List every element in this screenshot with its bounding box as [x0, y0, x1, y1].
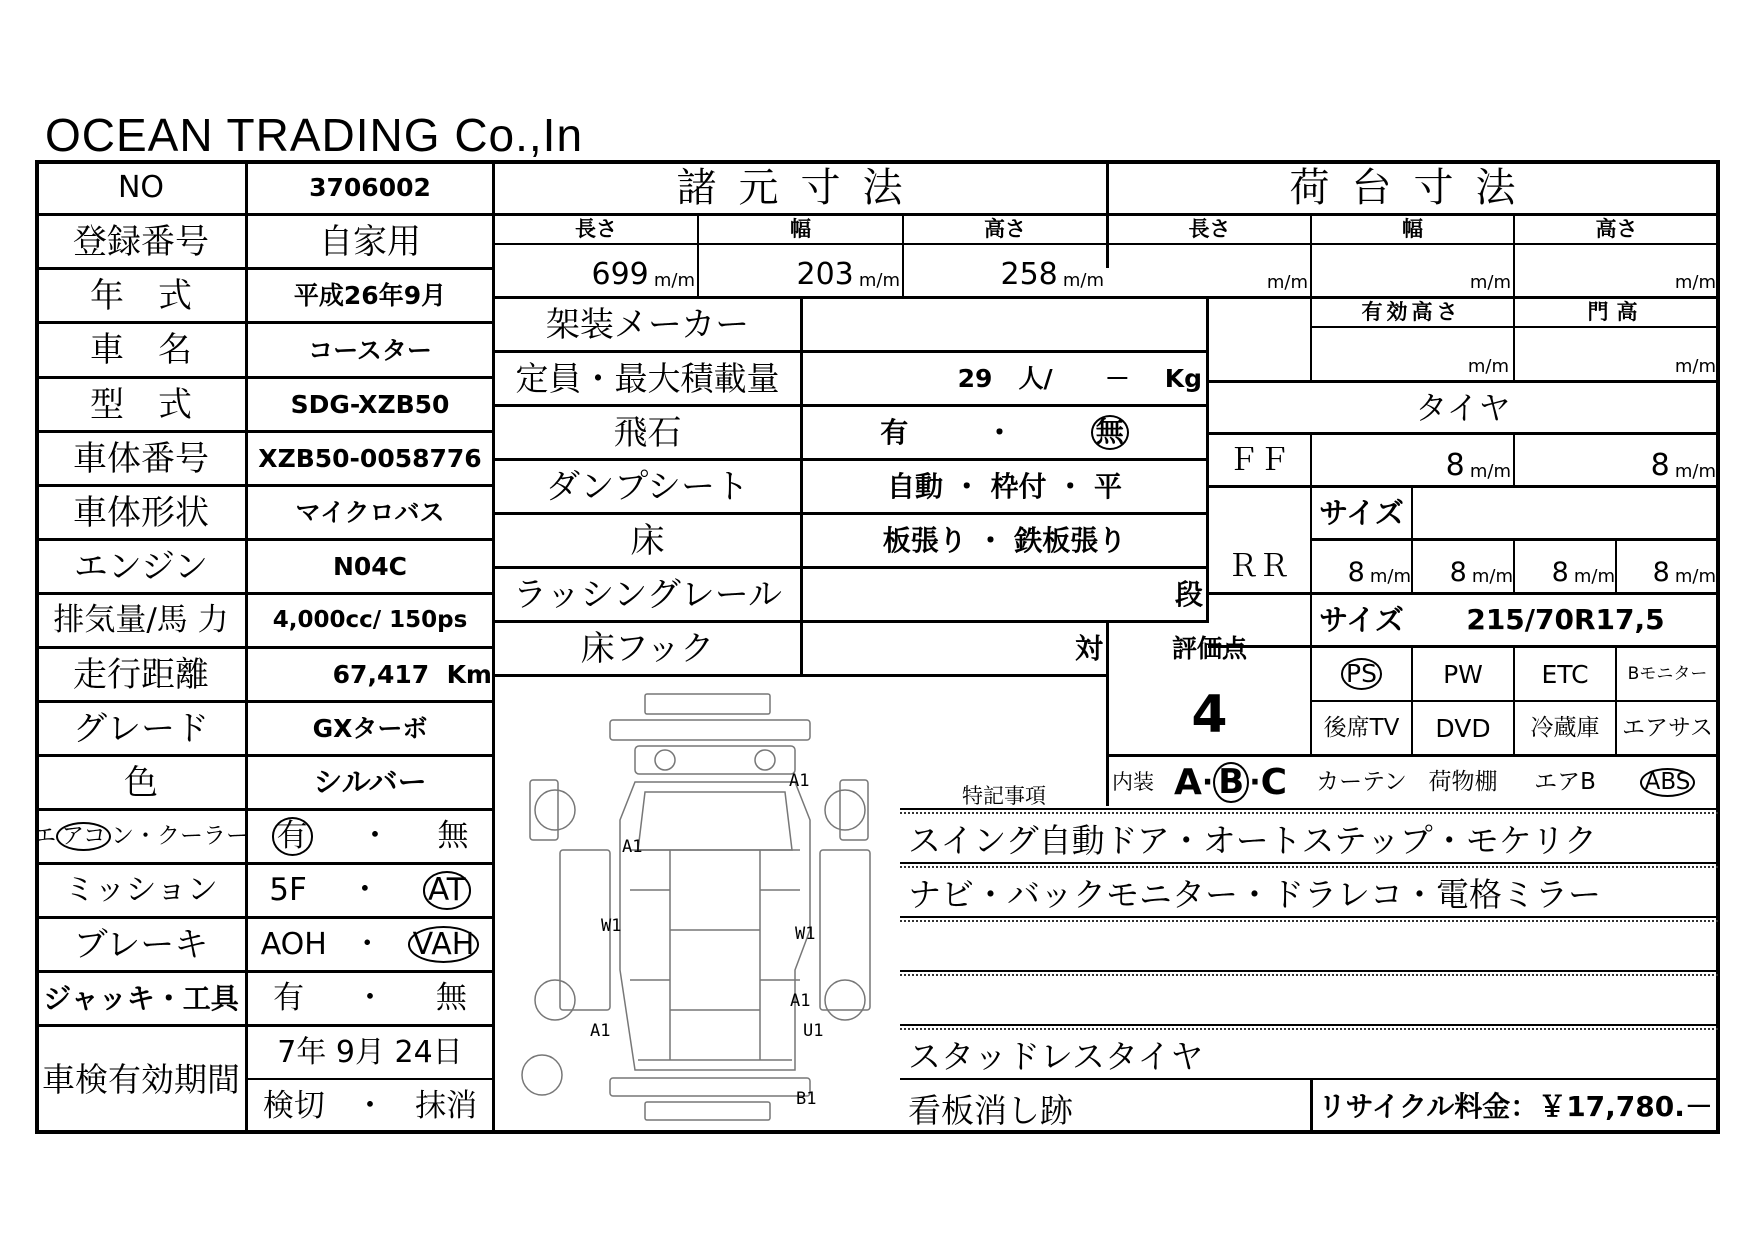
year-value: 平成26年9月	[293, 281, 447, 310]
grade-score-label: 評価点	[1171, 633, 1247, 663]
stone-label: 飛石	[613, 412, 682, 453]
ac-value	[248, 811, 492, 862]
chassis-label: 車体番号	[73, 438, 209, 479]
cargo-hei-unit: m/m	[1674, 272, 1716, 293]
mission-5f: 5F	[269, 872, 307, 908]
interior-label: 内装	[1112, 770, 1154, 794]
no-label: NO	[117, 169, 165, 205]
mission-sep: ・	[349, 872, 381, 908]
rr-d-value: 8	[1652, 557, 1670, 588]
dims-hei-label: 高さ	[984, 217, 1026, 241]
interior-a: A	[1174, 761, 1202, 803]
dims-len-value: 699	[591, 257, 649, 292]
model-value: SDG-XZB50	[290, 390, 450, 419]
name-value: コースター	[308, 335, 432, 365]
rr-label: ＲＲ	[1228, 548, 1290, 584]
disp-value: 4,000cc/ 150ps	[272, 607, 468, 633]
rr-b-value: 8	[1449, 557, 1467, 588]
rr-a-value: 8	[1347, 557, 1365, 588]
reg-value: 自家用	[319, 221, 421, 262]
dump-value: 自動 ・ 枠付 ・ 平	[887, 469, 1122, 503]
stone-yes: 有	[880, 415, 909, 449]
option-rear-tv: 後席TV	[1323, 714, 1400, 741]
option-pw: PW	[1443, 659, 1483, 689]
inspect-expired: 検切	[262, 1087, 325, 1124]
option-abs	[1617, 757, 1718, 808]
option-curtain: カーテン	[1316, 769, 1407, 795]
mileage-value: 67,417	[332, 660, 430, 689]
stone-sep: ・	[985, 415, 1014, 449]
mileage-label: 走行距離	[73, 654, 209, 695]
dims-wid-label: 幅	[790, 217, 811, 241]
rr-c-unit: m/m	[1573, 566, 1615, 587]
rr-c-value: 8	[1551, 557, 1569, 588]
dims-wid-unit: m/m	[858, 270, 900, 291]
dims-hei-value: 258	[1000, 257, 1058, 292]
cargo-eff-label: 有効高さ	[1361, 299, 1462, 324]
dims-wid-value: 203	[796, 257, 854, 292]
mark-w1-left: W1	[601, 916, 622, 936]
stone-value	[803, 407, 1206, 458]
mark-u1: U1	[803, 1021, 824, 1041]
capacity-label: 定員・最大積載量	[515, 359, 780, 398]
jack-sep: ・	[354, 980, 386, 1016]
hook-label: 床フック	[580, 628, 715, 669]
cargo-gate-unit: m/m	[1674, 356, 1716, 377]
brake-label: ブレーキ	[73, 924, 209, 965]
cargo-len-unit: m/m	[1266, 272, 1308, 293]
option-fridge: 冷蔵庫	[1530, 714, 1600, 741]
option-ps	[1312, 648, 1411, 700]
model-label: 型 式	[90, 384, 192, 425]
reg-label: 登録番号	[73, 221, 209, 262]
ac-yes-circled: 有	[272, 817, 313, 855]
grade-value: GXターボ	[312, 714, 428, 743]
note-line-5: スタッドレスタイヤ	[908, 1037, 1204, 1076]
year-label: 年 式	[90, 275, 192, 316]
engine-value: N04C	[332, 552, 408, 581]
dims-len	[495, 245, 695, 296]
dims-hei	[904, 245, 1104, 296]
jack-no: 無	[435, 980, 467, 1016]
option-airbag: エアB	[1534, 769, 1596, 795]
ff-label: ＦＦ	[1228, 441, 1290, 478]
cargo-wid-unit: m/m	[1469, 272, 1511, 293]
brake-aoh: AOH	[260, 926, 327, 962]
interior-c: C	[1260, 761, 1288, 803]
ac-label-a: エ	[33, 823, 57, 849]
rr-size-value: 215/70R17,5	[1466, 603, 1665, 636]
mark-a1-right-rear: A1	[790, 991, 811, 1011]
dims-title: 諸元寸法	[676, 164, 925, 211]
body-label: 車体形状	[73, 492, 209, 533]
floor-value: 板張り ・ 鉄板張り	[882, 523, 1127, 557]
option-luggage-rack: 荷物棚	[1428, 769, 1498, 795]
inspect-options	[248, 1080, 492, 1132]
jack-yes: 有	[273, 980, 305, 1016]
ff-a-value: 8	[1445, 448, 1465, 483]
capacity-persons: 29	[957, 364, 993, 393]
note-line-2: ナビ・バックモニター・ドラレコ・電格ミラー	[908, 875, 1601, 914]
capacity-load: －	[1104, 364, 1130, 393]
option-dvd: DVD	[1435, 713, 1491, 743]
note-line-1: スイング自動ドア・オートステップ・モケリク	[908, 821, 1598, 860]
company-name: OCEAN TRADING Co.,In	[45, 109, 584, 161]
no-value: 3706002	[309, 173, 431, 202]
cargo-title: 荷台寸法	[1289, 164, 1538, 211]
mission-at-circled: AT	[423, 871, 471, 909]
cargo-wid-label: 幅	[1402, 217, 1423, 241]
mark-a1-left-rear: A1	[590, 1021, 611, 1041]
stone-no-circled: 無	[1091, 415, 1129, 450]
rr-b	[1413, 541, 1513, 592]
rr-d	[1617, 541, 1716, 592]
inspect-value: 7年 9月 24日	[277, 1034, 463, 1070]
notes-title: 特記事項	[962, 784, 1046, 808]
ac-label-circle: アコ	[56, 822, 111, 851]
body-value: マイクロバス	[295, 498, 445, 527]
mileage-unit: Km	[446, 660, 492, 689]
ff-b-value: 8	[1650, 448, 1670, 483]
vehicle-damage-diagram	[510, 680, 890, 1132]
jack-label: ジャッキ・工具	[43, 981, 239, 1015]
rail-unit: 段	[1174, 577, 1203, 611]
brake-sep: ・	[352, 926, 383, 962]
mark-a1-front: A1	[789, 771, 810, 791]
recycle-fee: リサイクル料金：￥17,780.－	[1318, 1089, 1713, 1123]
ff-a-unit: m/m	[1469, 461, 1511, 482]
capacity-value	[803, 353, 1206, 404]
maker-value	[803, 299, 1206, 350]
ff-a	[1312, 435, 1511, 485]
chassis-value: XZB50-0058776	[258, 444, 482, 473]
color-label: 色	[124, 762, 158, 803]
capacity-person-unit: 人/	[1018, 364, 1053, 393]
rr-d-unit: m/m	[1674, 566, 1716, 587]
dims-len-unit: m/m	[653, 270, 695, 291]
mileage-cell	[248, 649, 492, 700]
inspect-sep: ・	[354, 1087, 386, 1124]
mission-value	[248, 865, 492, 916]
rail-label: ラッシングレール	[512, 574, 783, 615]
tire-title: タイヤ	[1415, 388, 1511, 427]
ac-label-b: ン・クーラー	[110, 823, 249, 849]
ac-no: 無	[437, 818, 469, 854]
name-label: 車 名	[90, 330, 192, 370]
engine-label: エンジン	[73, 546, 209, 587]
mark-a1-hood: A1	[622, 837, 643, 857]
hook-unit: 対	[1074, 631, 1103, 665]
mark-b1: B1	[796, 1089, 817, 1109]
option-abs-circled: ABS	[1640, 768, 1696, 797]
cargo-len-label: 長さ	[1188, 217, 1231, 241]
inspect-deregistered: 抹消	[415, 1087, 478, 1124]
brake-vah-circled: VAH	[408, 926, 480, 963]
disp-label: 排気量/馬 力	[53, 602, 229, 638]
cargo-hei-label: 高さ	[1595, 217, 1638, 241]
color-value: シルバー	[313, 765, 427, 799]
interior-b-circled: B	[1213, 762, 1249, 803]
floor-label: 床	[630, 520, 665, 561]
ff-size-label: サイズ	[1319, 495, 1404, 530]
option-ps-circled: PS	[1341, 658, 1382, 690]
cargo-gate-label: 門高	[1587, 299, 1646, 324]
ff-b	[1515, 435, 1716, 485]
option-bmonitor: Bモニター	[1627, 663, 1708, 684]
note-line-6: 看板消し跡	[908, 1091, 1073, 1130]
ac-sep: ・	[359, 818, 391, 854]
mark-w1-right: W1	[795, 924, 816, 944]
dump-label: ダンプシート	[546, 466, 749, 507]
grade-label: グレード	[73, 708, 209, 749]
dims-hei-unit: m/m	[1062, 270, 1104, 291]
rr-b-unit: m/m	[1471, 566, 1513, 587]
interior-grade: 内装 A · B · C	[1112, 761, 1288, 803]
maker-label: 架装メーカー	[545, 304, 750, 345]
dims-wid	[699, 245, 900, 296]
rr-a	[1312, 541, 1411, 592]
brake-value	[248, 919, 492, 970]
ff-b-unit: m/m	[1674, 461, 1716, 482]
grade-score: 4	[1191, 685, 1228, 745]
jack-value	[248, 973, 492, 1024]
capacity-kg-unit: Kg	[1164, 364, 1202, 393]
cargo-eff-unit: m/m	[1467, 356, 1509, 377]
mission-label: ミッション	[64, 872, 218, 908]
ac-label	[33, 811, 249, 862]
option-etc: ETC	[1541, 659, 1589, 689]
rr-a-unit: m/m	[1369, 566, 1411, 587]
rr-c	[1515, 541, 1615, 592]
option-air-susp: エアサス	[1621, 714, 1714, 741]
dims-len-label: 長さ	[575, 217, 617, 241]
rr-size-label: サイズ	[1319, 602, 1404, 637]
inspect-label: 車検有効期間	[42, 1060, 240, 1099]
